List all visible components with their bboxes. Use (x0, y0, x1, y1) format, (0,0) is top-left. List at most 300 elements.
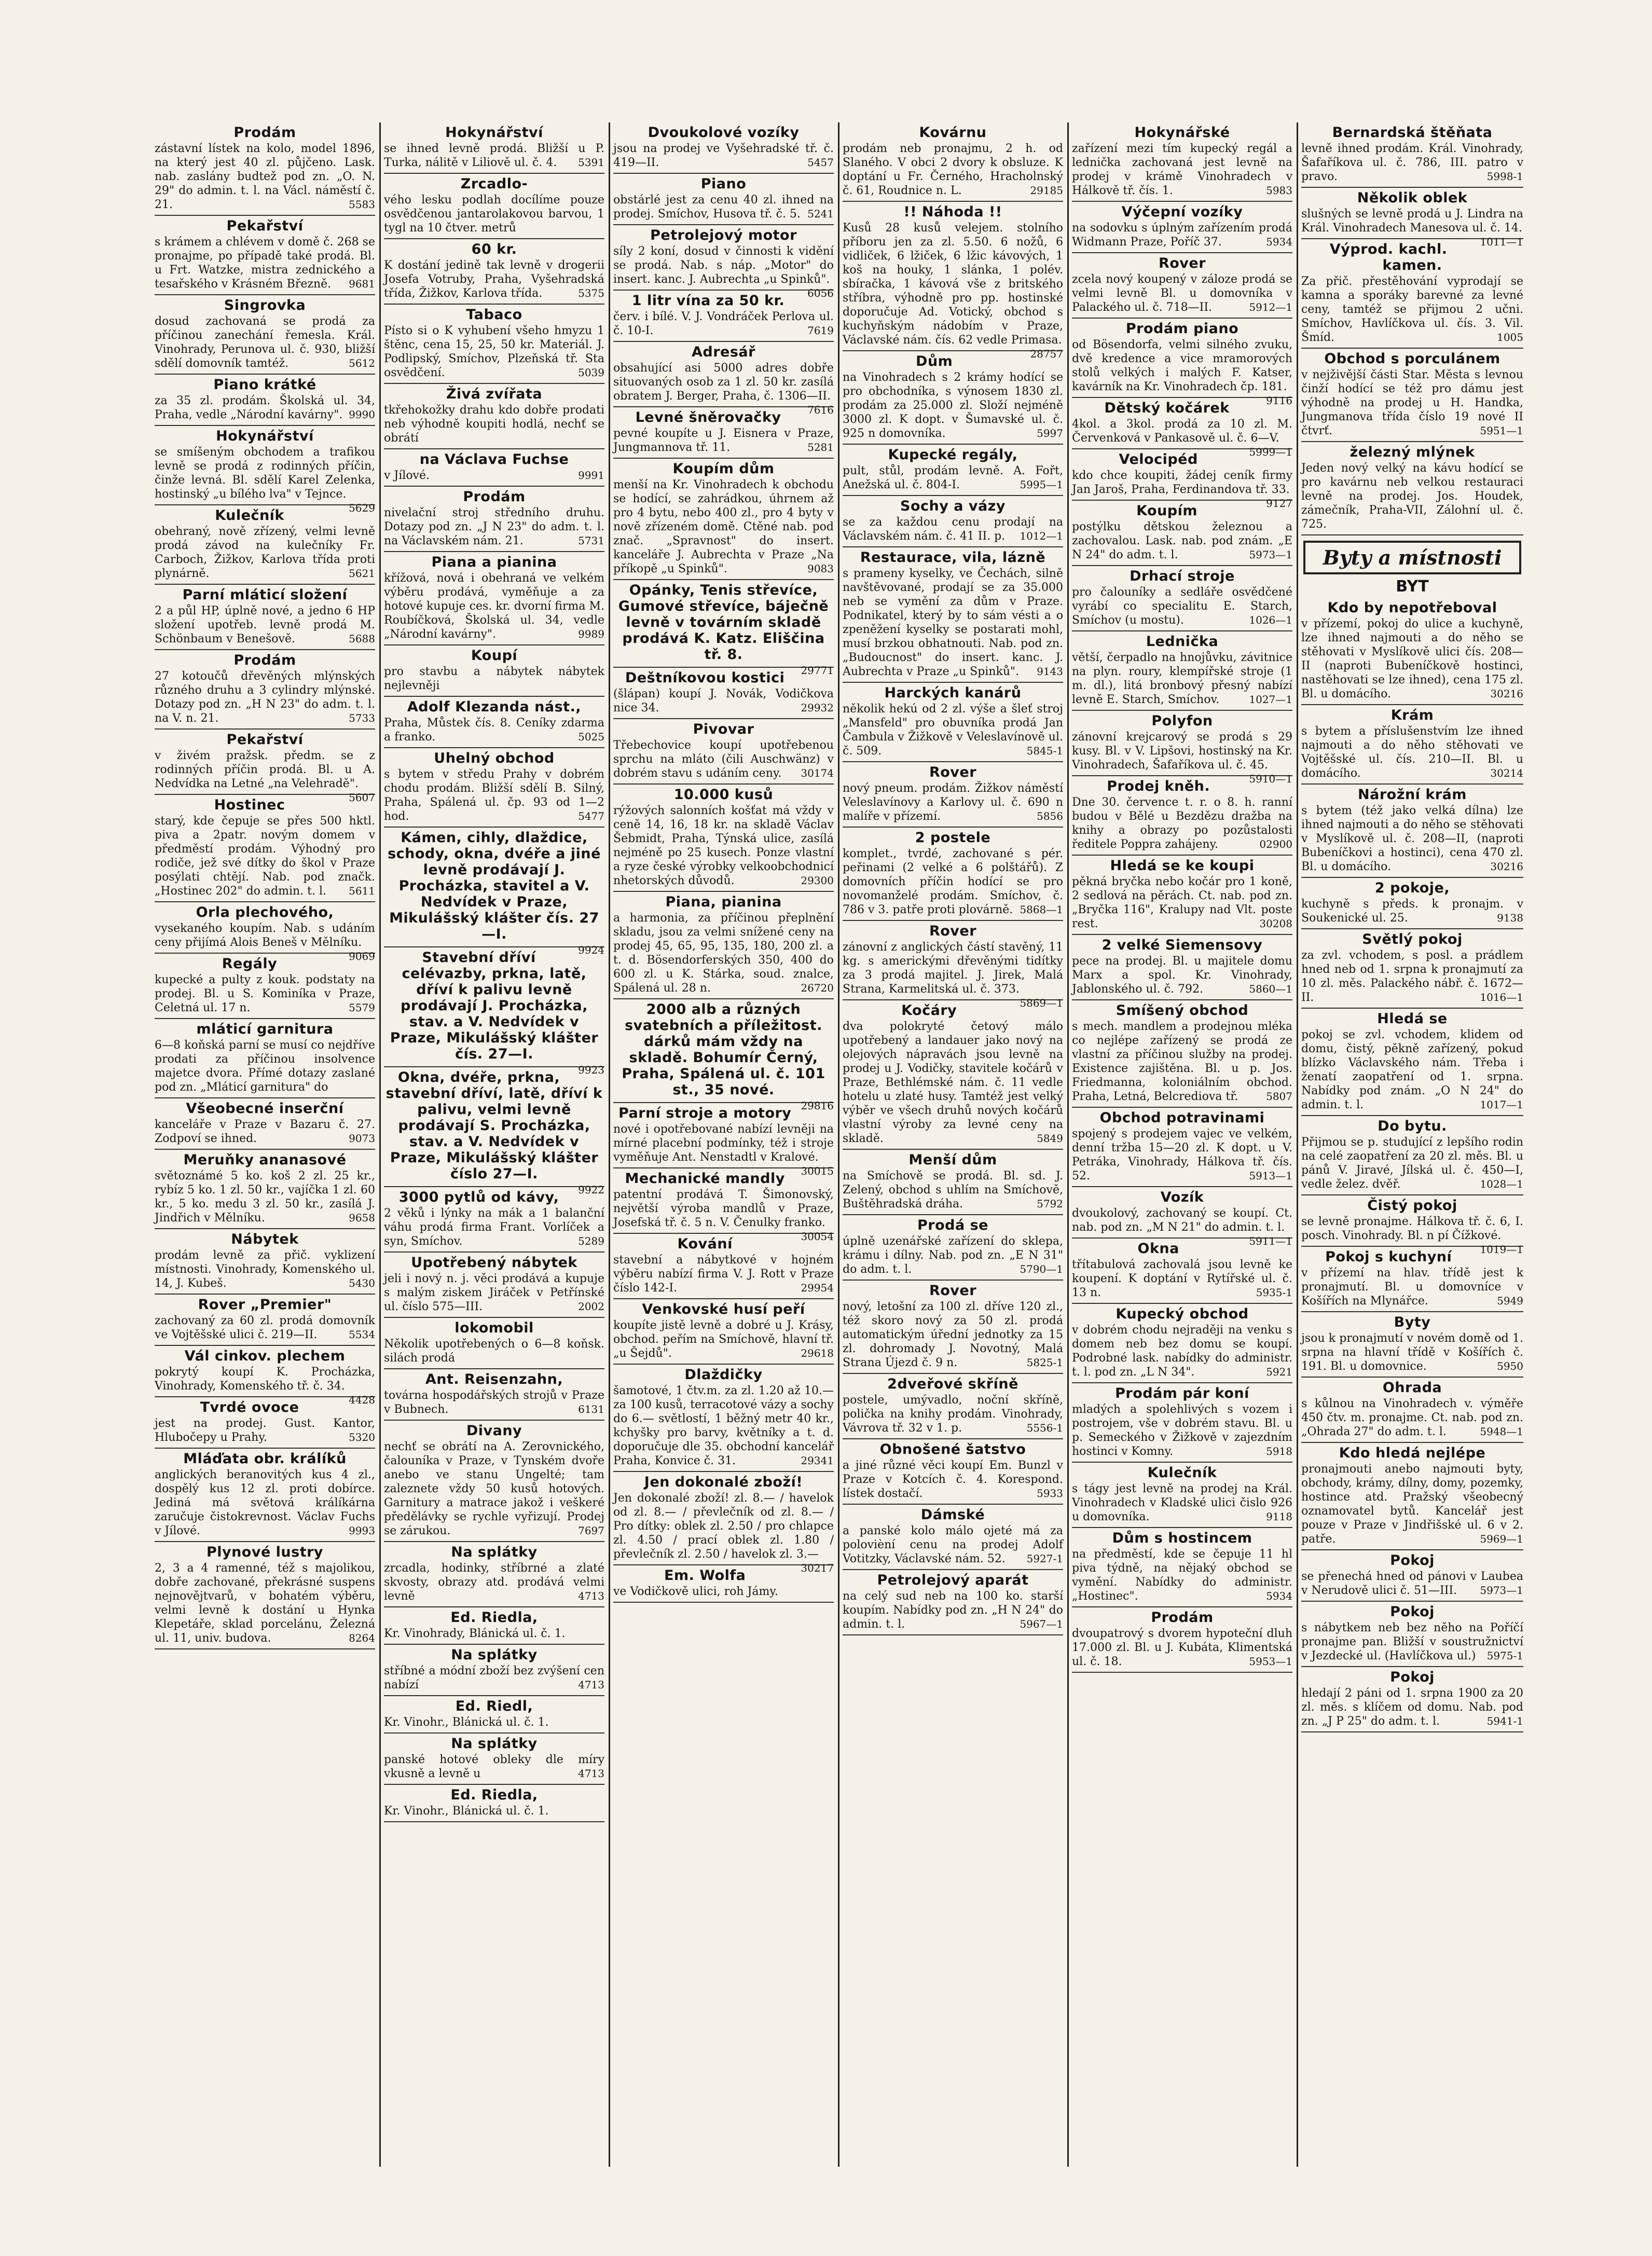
ad-number: 7697 (578, 1524, 604, 1537)
ad-text: dosud zachovaná se prodá za příčinou zanechání řemesla. Král. Vinohrady, Perunova ul. č. 930, bližší sdělí domovník tamtéž. (155, 315, 375, 370)
ad-body (155, 445, 375, 514)
ad-text: se smíšeným obchodem a trafikou levně se prodá z rodinných příčin, činže levná. Bl. sdělí Karel Zelenka, hostinský „u bílého lva" v Tejnce. (155, 446, 375, 501)
classified-ad (155, 375, 375, 426)
ad-headline: Vozík (1160, 1189, 1204, 1205)
classified-ad (843, 828, 1063, 921)
ad-text: Několik upotřebených o 6—8 koňsk. silách prodá (384, 1338, 604, 1365)
ad-number: 9118 (1266, 1510, 1292, 1523)
ad-body (155, 1561, 375, 1645)
classified-ad (1072, 1108, 1292, 1187)
ad-body (843, 847, 1063, 917)
ad-headline: Smíšený obchod (1116, 1002, 1249, 1019)
classified-ad (155, 1150, 375, 1229)
ad-headline: Lednička (1146, 634, 1219, 650)
ad-text: s mech. mandlem a prodejnou mléka co nejlépe zařízený se prodá ze vlastní za příčinou služby na prodej. Existence zajištěna. Bl. u p. Jos. Friedmanna, koloniálním obchod. Praha, Letná, Belcrediova tř. (1072, 1020, 1292, 1103)
ad-body (843, 1234, 1063, 1276)
ad-number: 26720 (801, 982, 834, 994)
classified-ad (384, 1542, 604, 1607)
ad-body (613, 1585, 834, 1599)
ad-text: Dne 30. července t. r. o 8. h. ranní budou v Bělé u Bezdězu dražba na knihy a obrazy po pozůstalosti ředitele Poppra zahájeny. (1072, 796, 1292, 851)
ad-headline: Prodám pár koní (1115, 1385, 1249, 1401)
ad-headline: Rover (929, 1283, 977, 1299)
ad-body (384, 506, 604, 548)
ad-text: dvoupatrový s dvorem hypoteční dluh 17.000 zl. Bl. u J. Kubáta, Klimentská ul. č. 18. (1072, 1627, 1292, 1668)
classified-ad (843, 762, 1063, 828)
ad-headline: Upotřebený nábytek (411, 1255, 577, 1271)
ad-number: 29816 (801, 1099, 834, 1112)
ad-headline: Prodám piano (1125, 321, 1239, 337)
classified-ad (155, 585, 375, 650)
ad-headline: Výčepní vozíky (1121, 204, 1243, 220)
ad-headline: Menší dům (908, 1152, 997, 1168)
ad-text: K dostání jedině tak levně v drogerii Josefa Votruby, Praha, Vyšehradská třída, Žižkov, Karlova třída. (384, 259, 604, 300)
ad-body (613, 142, 834, 170)
ad-headline: Čistý pokoj (1367, 1198, 1457, 1214)
ad-text: na sodovku s úplným zařízením prodá Widmann Praze, Poříč 37. (1072, 222, 1292, 249)
ad-text: pronajmouti anebo najmouti byty, obchody, krámy, dílny, domy, pozemky, hostince atd. Pražský všeobecný oznamovatel bytů. Kancelář jest pouze v Praze v Jindřišské ul. 6 v 2. patře. (1301, 1463, 1523, 1546)
ad-number: 9991 (578, 469, 604, 482)
ad-text: koupíte jistě levně a dobré u J. Krásy, obchod. peřím na Smíchově, hlavní tř. „u Šejdů". (613, 1319, 834, 1360)
ad-body (613, 244, 834, 299)
classified-ad (1072, 631, 1292, 711)
classified-ad (1072, 1187, 1292, 1247)
ad-headline: !! Náhoda !! (903, 204, 1002, 220)
ad-text: pro čalouníky a sedláře osvědčené vyrábí co specialitu E. Starch, Smíchov (u mostu). (1072, 586, 1292, 627)
classified-ad (613, 1299, 834, 1365)
ad-headline: Piana, pianina (665, 894, 782, 910)
ad-body (1072, 469, 1292, 510)
ad-text: zrcadla, hodinky, stříbrné a zlaté skvosty, obrazy atd. prodává velmi levně (384, 1562, 604, 1603)
ad-text: s bytem (též jako velká dílna) lze ihned najmouti a do něho se stěhovati v Myslíkově ul. č. 208—II, (naproti Bubeníčkovi a hostinci), cena 470 zl. Bl. u domácího. (1301, 804, 1523, 873)
ad-headline: Kočáry (901, 1002, 957, 1019)
ad-text: prodám neb pronajmu, 2 h. od Slaného. V obci 2 dvory k obsluze. K doptání u Fr. Černého, Hracholnský č. 61, Roudnice n. L. (843, 142, 1063, 197)
ad-number: 9127 (1266, 497, 1292, 510)
ad-body (155, 314, 375, 370)
ad-headline: Harckých kanárů (884, 685, 1022, 701)
classified-ad (843, 547, 1063, 683)
ad-text: pokoj se zvl. vchodem, klidem od domu, čistý, pěkně zařízený, pokud blízko Václavského nám. Třeba i ženatí zaopatření od 1. srpna. Nabídky pod znám. „O N 24" do admin. t. l. (1301, 1028, 1523, 1111)
ad-number: 9143 (1037, 665, 1063, 678)
ad-body (1072, 520, 1292, 562)
ad-body (613, 687, 834, 715)
ad-number: 5039 (578, 366, 604, 379)
ad-body (155, 669, 375, 725)
classified-ad (613, 459, 834, 580)
ad-body (155, 1169, 375, 1225)
ad-body (1301, 1686, 1523, 1728)
classified-ad (1301, 1602, 1523, 1667)
ad-number: 5430 (349, 1277, 375, 1289)
classified-ad (155, 795, 375, 902)
ad-headline: Hledá se (1377, 1011, 1448, 1027)
ad-text: v přízemí, pokoj do ulice a kuchyně, lze ihned najmouti a do něho se stěhovati v Myslíkově ulici čís. 208—II (naproti Bubeníčkově hostinci, nastěhovati se lze ihned), cena 175 zl. Bl. u domácího. (1301, 617, 1523, 700)
ad-body (843, 781, 1063, 823)
ad-text: levně ihned prodám. Král. Vinohrady, Šafaříkova ul. č. 786, III. patro v pravo. (1301, 142, 1523, 183)
ad-text: starý, kde čepuje se přes 500 hktl. piva a 2patr. novým domem v předměstí prodám. Výhodný pro rodiče, jež své dítky do škol v Praze posýlati chtějí. Nab. pod značk. „Hostinec 202" do admin. t. l. (155, 815, 375, 898)
ad-body (1301, 368, 1523, 438)
ad-number: 5997 (1037, 427, 1063, 439)
classified-ad (1072, 1463, 1292, 1528)
ad-text: spojený s prodejem vajec ve velkém, denní tržba 15—20 zl. K dopt. u V. Petráka, Vinohrady, Hálkova tř. čís. 52. (1072, 1127, 1292, 1182)
ad-headline: Parní stroje a motory (618, 1105, 792, 1121)
classified-ad (384, 1785, 604, 1822)
ad-body (843, 940, 1063, 1009)
section-subheading: BYT (1396, 577, 1429, 596)
classified-ad (613, 291, 834, 342)
ad-number: 5948—1 (1480, 1425, 1523, 1438)
ad-number: 5910—1 (1249, 773, 1292, 785)
classified-ad (843, 1215, 1063, 1281)
ad-number: 29618 (801, 1347, 834, 1359)
ad-body (1072, 1127, 1292, 1183)
ad-body (1301, 1331, 1523, 1373)
ad-number: 5995—1 (1020, 478, 1063, 491)
ad-number: 02900 (1259, 838, 1292, 850)
classified-ad (1072, 566, 1292, 631)
ad-body (384, 1388, 604, 1416)
ad-body (613, 1122, 834, 1177)
ad-text: postele, umývadlo, noční skříně, polička na knihy prodám. Vinohrady, Vávrova tř. 32 v 1. p. (843, 1394, 1063, 1435)
ad-number: 5856 (1037, 810, 1063, 822)
classified-ad (613, 999, 834, 1112)
classified-ad (384, 239, 604, 305)
classified-ad (155, 1098, 375, 1150)
ad-text: jsou na prodej ve Vyšehradské tř. č. 419—II. (613, 142, 834, 169)
ad-headline: Kupecký obchod (1116, 1306, 1249, 1322)
ad-headline: Všeobecné inserční (186, 1101, 344, 1117)
ad-text: jsou k pronajmutí v novém domě od 1. srpna na hlavní třídě v Košířích č. 191. Bl. u domovnice. (1301, 1332, 1523, 1373)
ad-headline: Singrovka (224, 297, 306, 313)
classified-ad (613, 1472, 834, 1574)
classified-ad (1072, 1383, 1292, 1463)
ad-headline: Okna, dvéře, prkna, stavební dříví, latě, dříví k palivu, velmi levně prodávají S. Procházka, stav. a V. Nedvídek v Praze, Mikulášský klášter číslo 27—I. (386, 1069, 603, 1182)
ad-body (613, 310, 834, 338)
ad-number: 9924 (578, 944, 604, 956)
ad-body (384, 1272, 604, 1314)
ad-text: od Bösendorfa, velmi silného zvuku, dvě kredence a vice mramorových stolů velkých i malých F. Katser, kavárník na Kr. Vinohradech čp. 181. (1072, 338, 1292, 393)
ad-text: v dobrém chodu nejraději na venku s domem neb bez domu se koupí. Podrobné lask. nabídky do administr. t. l. pod zn. „L N 34". (1072, 1324, 1292, 1379)
ad-headline: na Václava Fuchse (419, 451, 569, 467)
column-4 (839, 122, 1069, 2167)
ad-text: na Vinohradech s 2 krámy hodící se pro obchodníka, s výnosem 1830 zl. prodám za 25.000 zl. Složí nejméně 3000 zl. K dopt. v Šumavské ul. č. 925 n domovníka. (843, 371, 1063, 440)
ad-body (1072, 1402, 1292, 1459)
classified-ad (384, 1696, 604, 1734)
ad-number: 5688 (349, 632, 375, 645)
ad-number: 30174 (801, 767, 834, 779)
classified-ad (1301, 1378, 1523, 1443)
ad-body (1301, 1028, 1523, 1112)
ad-headline: Na splátky (451, 1647, 538, 1663)
classified-ad (613, 719, 834, 785)
column-1 (152, 122, 381, 2167)
ad-number: 9069 (349, 950, 375, 962)
ad-number: 7619 (807, 324, 834, 337)
ad-number: 4428 (349, 1394, 375, 1406)
ad-headline: Dvoukolové vozíky (648, 125, 800, 141)
ad-number: 5845-1 (1026, 745, 1063, 757)
ad-text: kdo chce koupiti, žádej ceník firmy Jan Jaroš, Praha, Ferdinandova tř. 33. (1072, 469, 1292, 496)
ad-body (613, 1188, 834, 1243)
ad-text: vysekaného koupím. Nab. s udáním ceny přijímá Alois Beneš v Mělníku. (155, 922, 375, 949)
classified-ad (1301, 1443, 1523, 1550)
ad-number: 5953—1 (1249, 1655, 1292, 1668)
ad-body (1072, 1258, 1292, 1300)
classified-ad (1072, 856, 1292, 935)
ad-text: 2, 3 a 4 ramenné, též s majolikou, dobře zachované, překrásné suspens nejnovějtvarů, v bohatém výběru, velmi levně k dostání u Hynka Klepetáře, sklad porcelánu, Železná ul. 11, univ. budova. (155, 1562, 375, 1645)
ad-body (843, 567, 1063, 679)
ad-headline: Ohrada (1382, 1380, 1442, 1396)
ad-text: továrna hospodářských strojů v Praze v Bubnech. (384, 1389, 604, 1416)
classified-ad (613, 225, 834, 299)
ad-body (384, 571, 604, 641)
ad-headline: Pokoj (1390, 1669, 1435, 1685)
column-6 (1298, 122, 1527, 2167)
ad-text: Kr. Vinohr., Blánická ul. č. 1. (384, 1716, 549, 1729)
ad-body (384, 665, 604, 693)
classified-ad (1072, 1607, 1292, 1673)
ad-number: 5998-1 (1486, 170, 1523, 183)
ad-text: v nejživější části Star. Města s levnou činží hodící se též pro dámu jest výhodně na prodej u H. Handka, Jungmanova třída číslo 19 nové II čtvrť. (1301, 368, 1523, 437)
ad-text: zcela nový koupený v záloze prodá se velmi levně Bl. u domovníka v Palackého ul. č. 718—II. (1072, 273, 1292, 314)
ad-text: pěkná bryčka nebo kočár pro 1 koně, 2 sedlová na pěrách. Ct. nab. pod zn. „Bryčka 116", Kralupy nad Vlt. poste rest. (1072, 875, 1292, 930)
classified-ad (384, 1187, 604, 1253)
ad-text: zánovní z anglických částí stavěný, 11 kg. s americkými dřevěnými tidítky za 3 prodá majitel. J. Jirek, Malá Strana, Karmelitská ul. č. 373. (843, 941, 1063, 996)
ad-headline: Hostinec (214, 797, 285, 813)
ad-body (1301, 804, 1523, 874)
ad-number: 5860—1 (1249, 983, 1292, 995)
ad-body (155, 814, 375, 898)
ad-body (1072, 221, 1292, 249)
ad-headline: Em. Wolfa (664, 1567, 746, 1584)
ad-text: za zvl. vchodem, s posl. a prádlem hned neb od 1. srpna k pronajmutí za 10 zl. měs. Palackého nábř. č. 1672—II. (1301, 949, 1523, 1004)
ad-text: síly 2 koní, dosud v činnosti k vidění se prodá. Nab. s náp. „Motor" do insert. kanc. J. Aubrechta „u Spinků". (613, 245, 834, 286)
ad-text: pece na prodej. Bl. u majitele domu Marx a spol. Kr. Vinohrady, Jablonského ul. č. 792. (1072, 955, 1292, 996)
ad-headline: Bernardská štěňata (1332, 125, 1493, 141)
ad-number: 5927-1 (1026, 1552, 1063, 1565)
ad-text: na celý sud neb na 100 ko. starší koupím. Nabídky pod zn. „H N 24" do admin. t. l. (843, 1590, 1063, 1631)
ad-text: se levně pronajme. Hálkova tř. č. 6, I. posch. Vinohrady. Bl. n pí Čížkové. (1301, 1215, 1523, 1242)
ad-number: 5790—1 (1020, 1263, 1063, 1275)
ad-body (384, 258, 604, 300)
ad-text: rýžových salonních košťat má vždy v ceně 14, 16, 18 kr. na skladě Václav Šebmidt, Praha, Týnská ulice, zasílá nejméně po 25 kusech. Ponze vlastní a ryze české výrobky velkoobchodnicí nhetorských důvodů. (613, 804, 834, 887)
section-title: Byty a místnosti (1323, 546, 1502, 569)
ad-number: 9083 (807, 562, 834, 575)
ad-headline: Petrolejový motor (650, 227, 797, 243)
ad-body (843, 1300, 1063, 1370)
ad-body (1072, 1020, 1292, 1104)
ad-text: s bytem a příslušenstvím lze ihned najmouti a do něho stěhovati ve Vojtěšské ul. čís. 210—II. Bl. u domácího. (1301, 725, 1523, 780)
classified-ad (155, 1019, 375, 1098)
newspaper-page (152, 122, 1547, 2167)
ad-headline: Piano krátké (213, 377, 316, 393)
ad-text: Kr. Vinohrady, Blánická ul. č. 1. (384, 1627, 566, 1640)
ad-body (613, 1253, 834, 1295)
ad-headline: Mláďata obr. králíků (183, 1451, 347, 1467)
classified-ad (1301, 878, 1523, 929)
ad-text: pult, stůl, prodám levně. A. Fořt, Anežská ul. č. 804-I. (843, 464, 1063, 491)
ad-body (384, 1206, 604, 1248)
ad-number: 29185 (1030, 184, 1063, 197)
ad-headline: Mechanické mandly (625, 1171, 785, 1187)
ad-number: 5621 (349, 567, 375, 580)
ad-body (1072, 1482, 1292, 1524)
ad-headline: 2 velké Siemensovy (1102, 937, 1263, 953)
ad-text: patentní prodává T. Šimonovský, největší výroba mandlů v Praze, Josefská tř. č. 5 n. V. Čenulky franko. (613, 1188, 834, 1229)
ad-body (1072, 1547, 1292, 1603)
ad-text: Za přič. přestěhování vyprodají se kamna a sporáky barevné za levné ceny, tamtéž se přijmou 2 učni. Smíchov, Havlíčkova ul. čís. 3. Vil. Šmíd. (1301, 275, 1523, 344)
ad-number: 29771 (801, 664, 834, 677)
ad-text: komplet., tvrdé, zachované s pér. peřinami (2 velké a 6 polštářů). Z domovních příčin hodící se pro novomanželé prodám. Smíchov, č. 786 v 3. patře proti plovárně. (843, 847, 1063, 916)
classified-ad (155, 730, 375, 804)
ad-number: 4713 (578, 1590, 604, 1602)
ad-body (155, 604, 375, 646)
ad-number: 5534 (349, 1328, 375, 1341)
classified-ad (1301, 705, 1523, 785)
ad-body (155, 1038, 375, 1094)
ad-number: 29954 (801, 1282, 834, 1294)
ad-body (1072, 875, 1292, 931)
ad-body (613, 193, 834, 221)
ad-number: 29932 (801, 701, 834, 714)
classified-ad (843, 921, 1063, 1009)
ad-body (384, 767, 604, 823)
ad-headline: Orla plechového, (196, 904, 334, 920)
ad-headline: Hokynářské (1134, 125, 1230, 141)
ad-headline: Výprod. kachl. kamen. (1329, 241, 1448, 273)
ad-text: 6—8 koňská parní se musí co nejdříve prodati za příčinou insolvence majetce dvora. Přímé dotazy zaslané pod zn. „Mláticí garnitura" do (155, 1039, 375, 1094)
ad-headline: Prodá se (917, 1217, 988, 1233)
ad-headline: Uhelný obchod (434, 750, 555, 766)
ad-number: 8264 (349, 1632, 375, 1644)
ad-number: 5807 (1266, 1090, 1292, 1103)
ad-number: 30216 (1490, 687, 1523, 700)
classified-ad (613, 122, 834, 174)
ad-headline: Petrolejový aparát (877, 1572, 1029, 1588)
classified-ad (1301, 122, 1523, 188)
ad-text: a harmonia, za příčinou přeplnění skladu, jsou za velmi snížené ceny na prodej 45, 65, 95, 135, 180, 200 zl. a t. d. Bösendorferských 350, 400 do 600 zl. u K. Stárka, soud. znalce, Spálená ul. 28 n. (613, 912, 834, 995)
ad-body (384, 716, 604, 744)
ad-body (384, 1440, 604, 1538)
ad-text: se ihned levně prodá. Bližší u P. Turka, nálitě v Liliově ul. č. 4. (384, 142, 604, 169)
ad-headline: Dámské (920, 1507, 985, 1523)
ad-headline: Pokoj (1390, 1552, 1435, 1569)
ad-body (1301, 1462, 1523, 1546)
classified-ad (1072, 122, 1292, 202)
classified-ad (843, 351, 1063, 445)
ad-body (613, 1384, 834, 1468)
ad-headline: Koupí (471, 648, 518, 664)
ad-text: a jiné různé věci koupí Em. Bunzl v Praze v Kotcích č. 4. Korespond. lístek dostačí. (843, 1459, 1063, 1500)
classified-ad (1072, 253, 1292, 319)
ad-number: 5912—1 (1249, 301, 1292, 313)
ad-number: 9922 (578, 1184, 604, 1196)
ad-text: panské hotové obleky dle míry vkusně a levně u (384, 1753, 604, 1780)
classified-ad (1301, 442, 1523, 535)
ad-text: zachovaný za 60 zl. prodá domovník ve Vojtěšské ulici č. 219—II. (155, 1314, 375, 1341)
ad-headline: Krám (1391, 707, 1434, 723)
classified-ad (1301, 1667, 1523, 1732)
ad-headline: Kovárnu (919, 125, 987, 141)
ad-number: 9993 (349, 1524, 375, 1537)
ad-headline: Tabaco (466, 307, 522, 323)
ad-text: Jen dokonalé zboží! zl. 8.— / havelok od zl. 8.— / převlečník od zl. 8.— / Pro dítky: oblek zl. 2.50 / pro chlapce zl. 4.50 / prací oblek zl. 1.80 / převlečník zl. 2.50 / havelok zl. 3.— (613, 1492, 834, 1561)
ad-text: prodám levně za přič. vyklizení místnosti. Vinohrady, Komenského ul. 14, J. Kubeš. (155, 1249, 375, 1290)
classified-ad (843, 1439, 1063, 1505)
ad-number: 5934 (1266, 1590, 1292, 1602)
ad-number: 1027—1 (1249, 693, 1292, 706)
ad-headline: Polyfon (1151, 713, 1213, 729)
ad-text: stavební a nábytkové v hojném výběru nabízí firma V. J. Rott v Praze číslo 142-I. (613, 1254, 834, 1295)
ad-headline: Okna (1137, 1241, 1179, 1257)
ad-number: 5733 (349, 712, 375, 724)
ad-number: 5241 (807, 208, 834, 220)
ad-number: 28757 (1030, 348, 1063, 360)
ad-headline: Kdo hledá nejlépe (1339, 1445, 1486, 1461)
ad-text: dvoukolový, zachovaný se koupí. Ct. nab. pod zn. „M N 21" do admin. t. l. (1072, 1207, 1292, 1234)
ad-number: 5629 (349, 502, 375, 514)
ad-body (843, 464, 1063, 492)
classified-ad (384, 1318, 604, 1369)
classified-ad (1301, 929, 1523, 1009)
classified-ad (613, 342, 834, 416)
ad-text: pro stavbu a nábytek nábytek nejlevněji (384, 665, 604, 692)
ad-text: světoznámé 5 ko. koš 2 zl. 25 kr., rybíz 5 ko. 1 zl. 50 kr., vajíčka 1 zl. 60 kr., 5 ko. medu 3 zl. 50 kr., zasílá J. Jindřich v Mělníku. (155, 1170, 375, 1225)
ad-headline: Pekařství (226, 732, 304, 748)
ad-headline: Nábytek (231, 1231, 299, 1247)
classified-ad (1301, 1550, 1523, 1602)
classified-ad (155, 1542, 375, 1649)
ad-number: 5825-1 (1026, 1356, 1063, 1369)
ad-headline: Divany (466, 1423, 522, 1439)
classified-ad (843, 202, 1063, 360)
ad-text: větší, čerpadlo na hnojůvku, závitnice na plyn. roury, klempířské stroje (1 m. dl.), litá bronbový přesný nabízí levně E. Starch, Smíchov. (1072, 651, 1292, 706)
ad-number: 5289 (578, 1235, 604, 1247)
ad-number: 5933 (1037, 1487, 1063, 1500)
classified-ad (384, 1253, 604, 1318)
ad-body (843, 515, 1063, 543)
ad-headline: Koupím dům (672, 461, 775, 477)
classified-ad (155, 295, 375, 375)
ad-number: 5868—1 (1020, 903, 1063, 916)
ad-number: 5583 (349, 198, 375, 211)
ad-headline: 2 postele (915, 830, 991, 846)
ad-text: s bytem v středu Prahy v dobrém chodu prodám. Bližší sdělí B. Silný, Praha, Spálená ul. čp. 93 od 1—2 hod. (384, 768, 604, 823)
ad-headline: Dětský kočárek (1104, 400, 1230, 416)
ad-text: 2 a půl HP, úplně nové, a jedno 6 HP složení upotřeb. levně prodá M. Schönbaum v Benešově. (155, 604, 375, 645)
classified-ad (1301, 1116, 1523, 1195)
ad-text: s tágy jest levně na prodej na Král. Vinohradech v Kladské ulici čislo 926 u domovníka. (1072, 1482, 1292, 1523)
ad-body (155, 525, 375, 581)
ad-text: zařízení mezi tím kupecký regál a lednička zachovaná jest levně na prodej v krámě Vinohradech v Hálkově tř. čís. 1. (1072, 142, 1292, 197)
ad-headline: Plynové lustry (206, 1544, 324, 1560)
ad-number: 5320 (349, 1431, 375, 1443)
ad-text: Praha, Můstek čís. 8. Ceníky zdarma a franko. (384, 717, 604, 744)
ad-body (155, 973, 375, 1015)
ad-number: 5477 (578, 810, 604, 822)
classified-ad (155, 1229, 375, 1295)
ad-body (155, 1118, 375, 1146)
classified-ad (155, 1346, 375, 1406)
ad-text: s krámem a chlévem v domě č. 268 se pronajme, po případě také prodá. Bl. u Frt. Watzke, mistra zednického a tesařského v Krásném Březně. (155, 236, 375, 291)
ad-number: 4713 (578, 1679, 604, 1691)
ad-number: 30214 (1490, 767, 1523, 779)
classified-ad (384, 384, 604, 449)
ad-number: 1011—1 (1480, 236, 1523, 248)
classified-ad (155, 426, 375, 514)
ad-number: 30015 (801, 1165, 834, 1177)
ad-number: 5921 (1266, 1366, 1292, 1378)
ad-body (384, 324, 604, 380)
